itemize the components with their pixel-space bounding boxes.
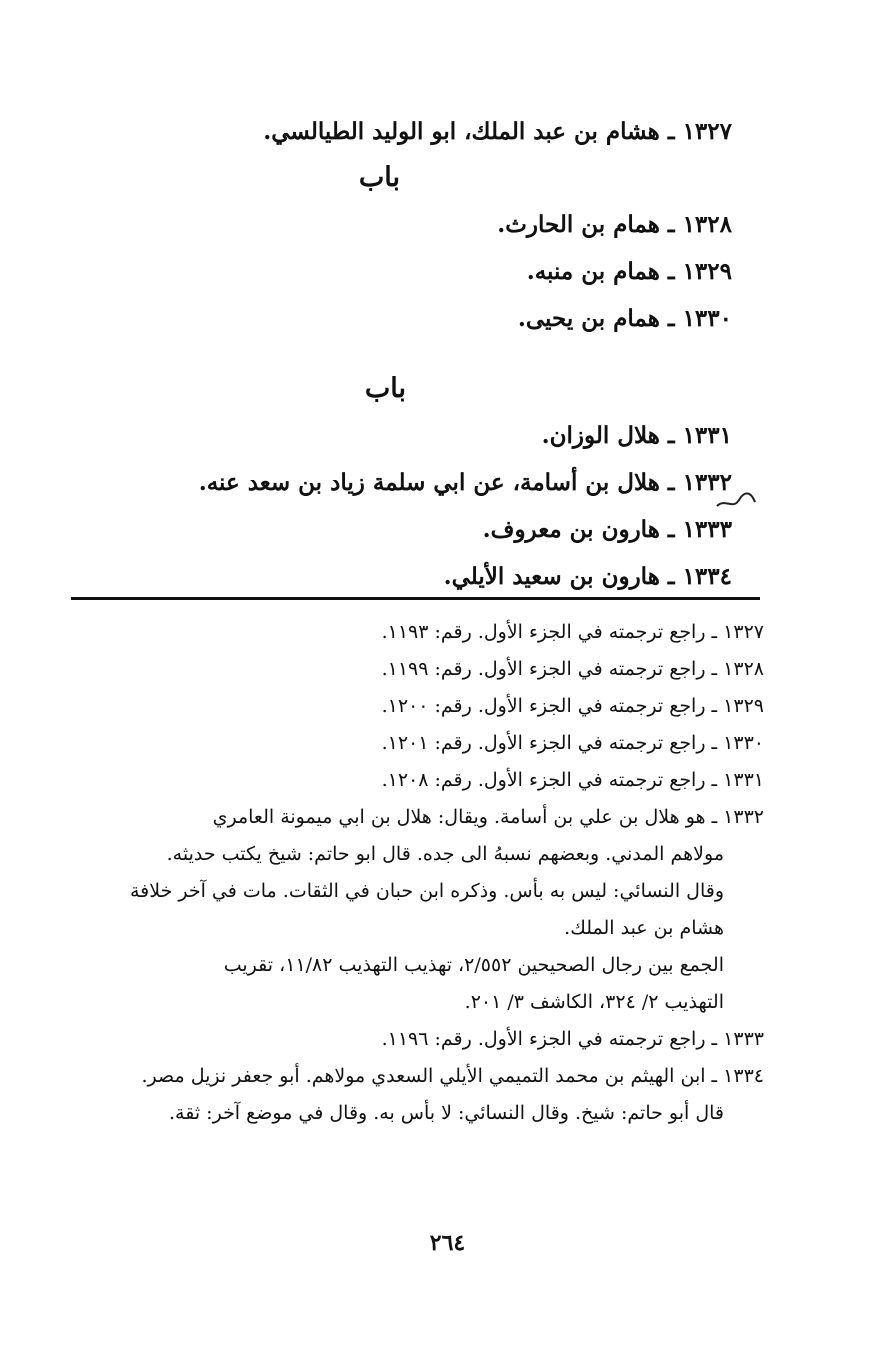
entry-1333: ١٣٣٣ ـ هارون بن معروف. bbox=[482, 516, 732, 543]
footnote-line: ١٣٢٩ ـ راجع ترجمته في الجزء الأول. رقم: ١٢٠٠. bbox=[381, 695, 764, 717]
footnote-line: ١٣٣٣ ـ راجع ترجمته في الجزء الأول. رقم: ١١٩٦. bbox=[381, 1028, 764, 1050]
footnote-line: ١٣٣١ ـ راجع ترجمته في الجزء الأول. رقم: ١٢٠٨. bbox=[381, 769, 764, 791]
page-number: ٢٦٤ bbox=[429, 1230, 466, 1256]
footnote-line: التهذيب ٢/ ٣٢٤، الكاشف ٣/ ٢٠١. bbox=[464, 991, 724, 1013]
handwritten-mark bbox=[715, 488, 757, 514]
footnote-line: هشام بن عبد الملك. bbox=[564, 917, 724, 939]
footnote-line: ١٣٣٠ ـ راجع ترجمته في الجزء الأول. رقم: ١٢٠١. bbox=[381, 732, 764, 754]
footnote-line: ١٣٢٨ ـ راجع ترجمته في الجزء الأول. رقم: ١١٩٩. bbox=[381, 658, 764, 680]
entry-1327: ١٣٢٧ ـ هشام بن عبد الملك، ابو الوليد الطيالسي. bbox=[263, 118, 732, 145]
footnote-divider bbox=[71, 597, 760, 600]
entry-1334: ١٣٣٤ ـ هارون بن سعيد الأيلي. bbox=[443, 563, 732, 590]
footnote-line: ١٣٢٧ ـ راجع ترجمته في الجزء الأول. رقم: ١١٩٣. bbox=[381, 621, 764, 643]
section-heading-bab: باب bbox=[358, 162, 400, 193]
footnote-line: الجمع بين رجال الصحيحين ٢/٥٥٢، تهذيب التهذيب ١١/٨٢، تقريب bbox=[223, 954, 724, 976]
footnote-line: ١٣٣٤ ـ ابن الهيثم بن محمد التميمي الأيلي السعدي مولاهم. أبو جعفر نزيل مصر. bbox=[141, 1065, 764, 1087]
footnote-line: مولاهم المدني. وبعضهم نسبهُ الى جده. قال ابو حاتم: شيخ يكتب حديثه. bbox=[166, 843, 724, 865]
footnote-line: ١٣٣٢ ـ هو هلال بن علي بن أسامة. ويقال: هلال بن ابي ميمونة العامري bbox=[212, 806, 764, 828]
footnote-line: وقال النسائي: ليس به بأس. وذكره ابن حبان في الثقات. مات في آخر خلافة bbox=[129, 880, 724, 902]
entry-1329: ١٣٢٩ ـ همام بن منبه. bbox=[526, 258, 732, 285]
entries-list bbox=[112, 108, 732, 600]
section-heading-bab: باب bbox=[364, 373, 406, 404]
footnotes bbox=[64, 614, 764, 1132]
footnote-line: قال أبو حاتم: شيخ. وقال النسائي: لا بأس به. وقال في موضع آخر: ثقة. bbox=[169, 1102, 724, 1124]
entry-1330: ١٣٣٠ ـ همام بن يحيى. bbox=[517, 305, 732, 332]
entry-1328: ١٣٢٨ ـ همام بن الحارث. bbox=[497, 211, 732, 238]
entry-1332: ١٣٣٢ ـ هلال بن أسامة، عن ابي سلمة زياد بن سعد عنه. bbox=[198, 469, 732, 496]
entry-1331: ١٣٣١ ـ هلال الوزان. bbox=[541, 422, 732, 449]
